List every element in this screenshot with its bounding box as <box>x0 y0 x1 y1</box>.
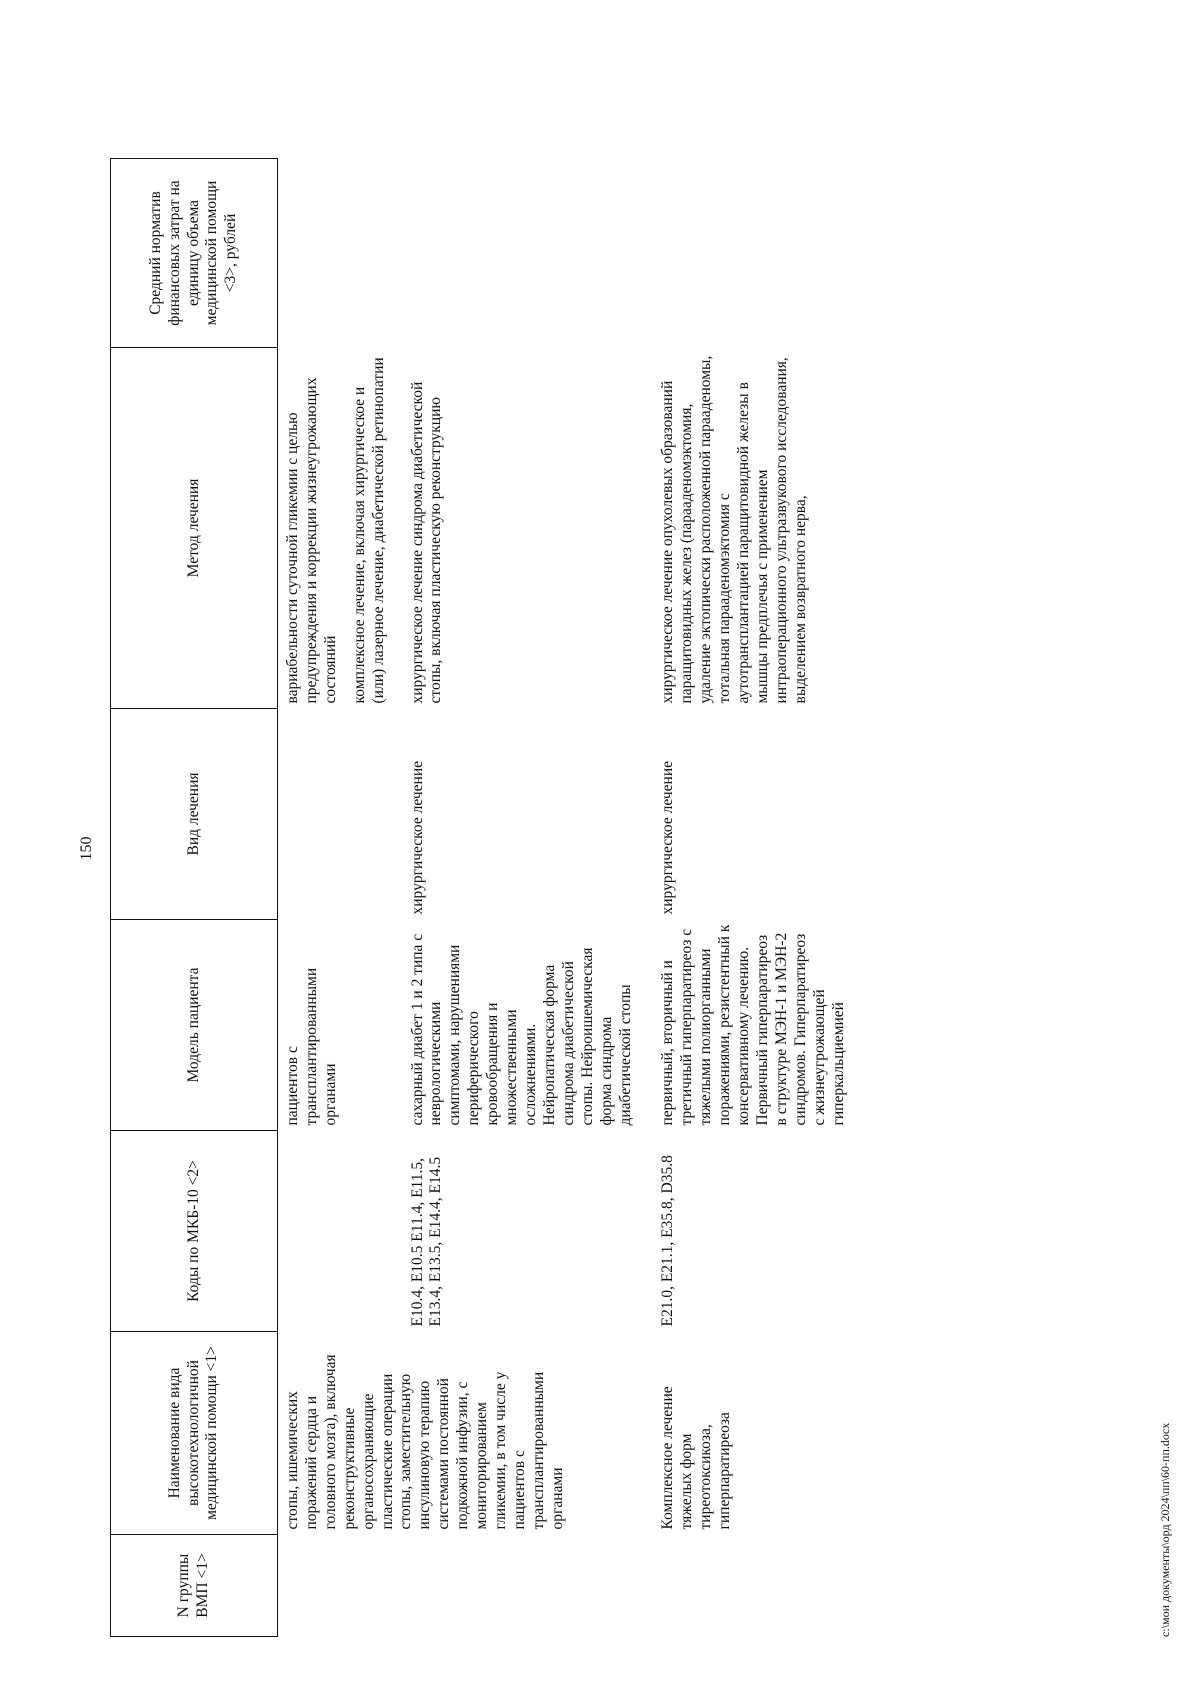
row1-name: стопы, ишемических поражений сердца и головного мозга), включая реконструктивные органосохраняющие пластические операции стопы, заместительную инсулиновую терапию системами постоянной подкожной инфузии, с мониторированием гликемии, в том числе у пациентов с трансплантированными органами <box>284 1354 566 1530</box>
row2-model: сахарный диабет 1 и 2 типа с неврологическими симптомами, нарушениями периферического кровообращения и множественными осложнениями. Нейропатическая форма синдрома диабетической стопы. Нейроишемическая форма синдрома диабетической стопы <box>408 933 634 1126</box>
row1-codes <box>278 1131 403 1332</box>
row3-model: первичный, вторичный и третичный гиперпаратиреоз с тяжелыми полиорганными поражениями, резистентный к консервативному лечению. Первичный гиперпаратиреоз в структуре МЭН-1 и МЭН-2 синдромов. Гиперпаратиреоз с жизнеугрожающей гиперкальциемией <box>659 924 847 1126</box>
row2-group <box>403 1535 640 1637</box>
row3-group <box>653 1535 852 1637</box>
header-group: N группы ВМП <1> <box>111 1535 278 1637</box>
row3-cost <box>653 159 852 348</box>
row1-type <box>278 709 403 920</box>
header-codes: Коды по МКБ-10 <2> <box>111 1131 278 1332</box>
row2-type: хирургическое лечение <box>408 761 426 915</box>
row2-cost <box>403 159 640 348</box>
row1-method-part2: комплексное лечение, включая хирургическое и (или) лазерное лечение, диабетической ретинопатии <box>350 357 387 704</box>
header-type: Вид лечения <box>111 709 278 920</box>
row1-method-part1: вариабельности суточной гликемии с целью предупреждения и коррекции жизнеугрожающих состояний <box>284 377 339 704</box>
header-name: Наименование вида высокотехнологичной медицинской помощи <1> <box>111 1332 278 1535</box>
footer-file-path: c:\мои документы\орд 2024\пп\60-пп.docx <box>1158 1422 1172 1637</box>
row2-method: хирургическое лечение синдрома диабетической стопы, включая пластическую реконструкцию <box>408 381 445 704</box>
row1-model: пациентов с трансплантированными органами <box>284 967 339 1126</box>
row1-group <box>278 1535 403 1637</box>
row3-codes: E21.0, E21.1, E35.8, D35.8 <box>659 1155 677 1327</box>
row3-type: хирургическое лечение <box>659 761 677 915</box>
table-row <box>653 159 852 1637</box>
vmp-table <box>110 158 852 1637</box>
row3-method: хирургическое лечение опухолевых образований паращитовидных желез (парааденомэктомия, удаление эктопически расположенной парааденомы, тотальная парааденомэктомия с аутотрансплантацией паращитовидной железы в мышцы предплечья с применением интраоперационного ультразвукового исследования, выделением возвратного нерва, <box>659 355 809 704</box>
row1-method <box>278 348 403 709</box>
header-cost: Средний норматив финансовых затрат на единицу объема медицинской помощи <3>, рублей <box>111 159 278 348</box>
row-spacer <box>639 159 653 1637</box>
header-method: Метод лечения <box>111 348 278 709</box>
row3-name: Комплексное лечение тяжелых форм тиреотоксикоза, гиперпаратиреоза <box>659 1386 734 1530</box>
page-number: 150 <box>78 836 95 861</box>
header-model: Модель пациента <box>111 920 278 1131</box>
row1-cost <box>278 159 403 348</box>
table-row <box>278 159 403 1637</box>
table-header-row <box>111 159 278 1637</box>
row2-codes: E10.4, E10.5 E11.4, E11.5, E13.4, E13.5, E14.4, E14.5 <box>408 1156 445 1327</box>
